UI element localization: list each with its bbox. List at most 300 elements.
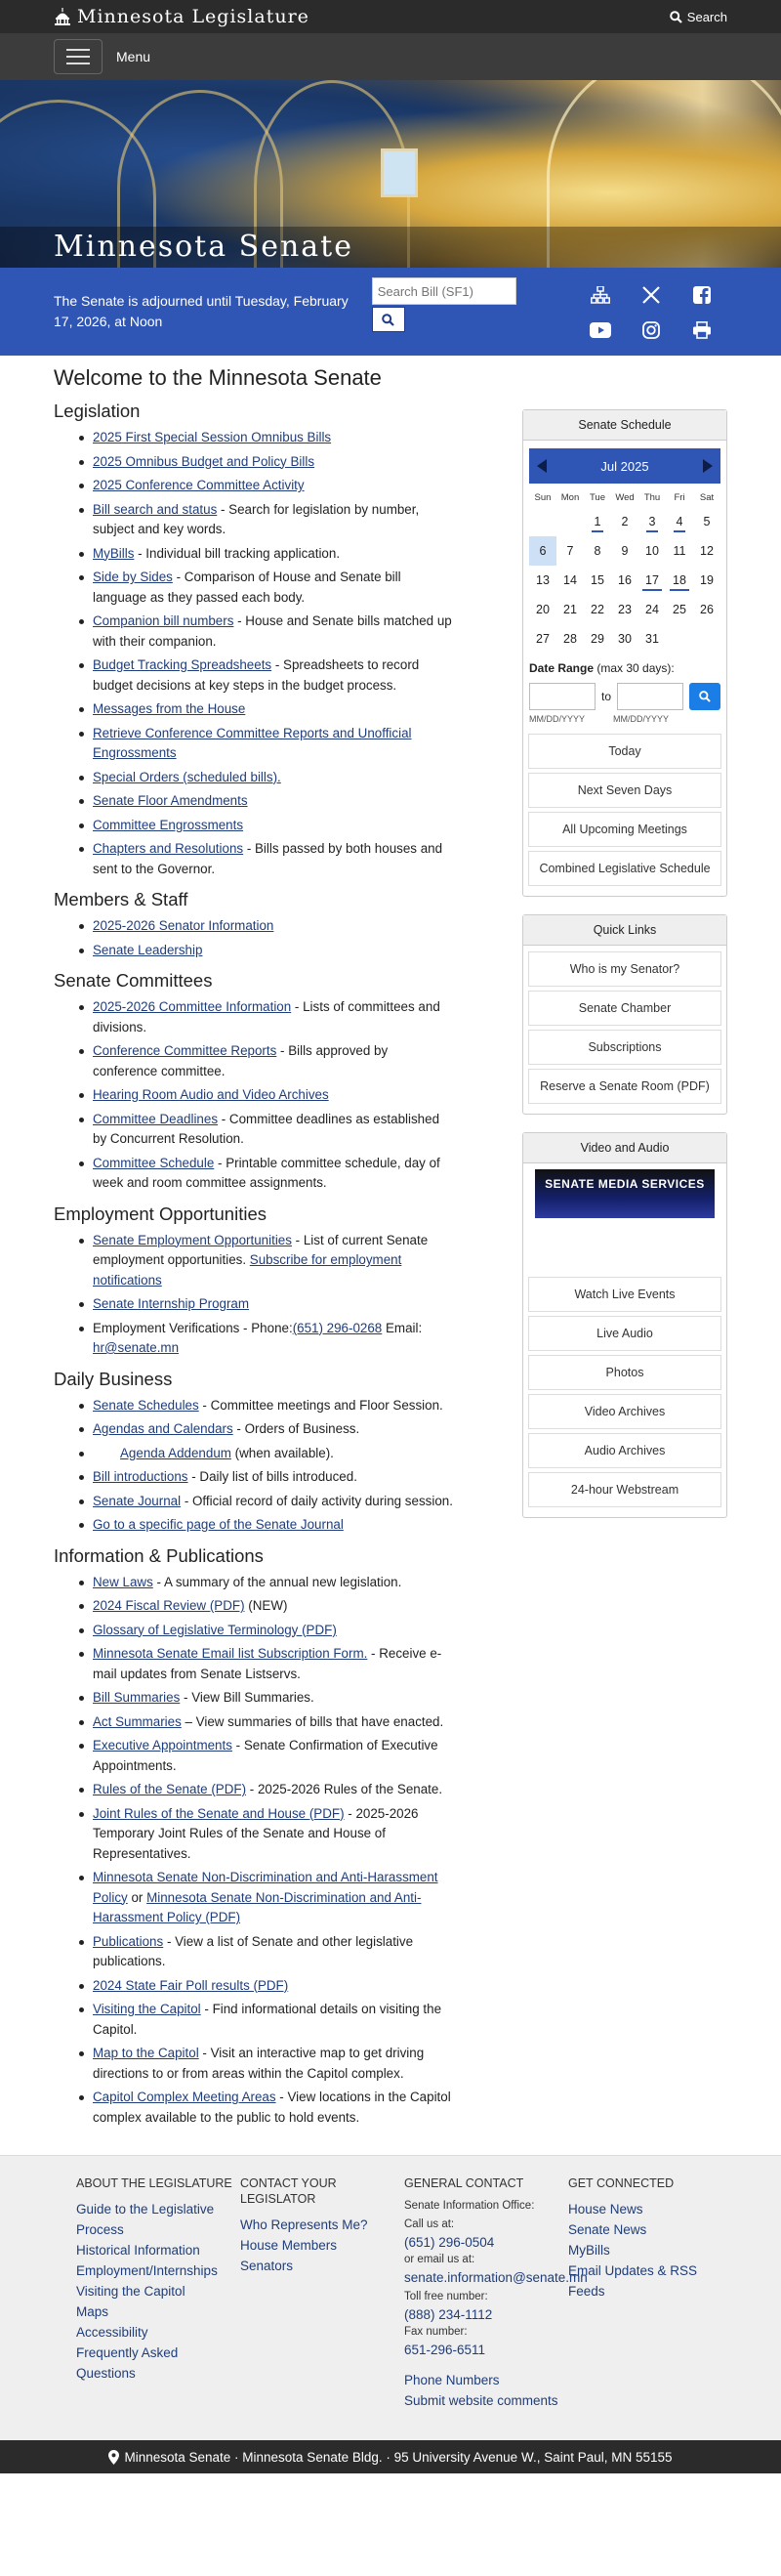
day-number: 3 bbox=[646, 515, 659, 532]
weekday-label: Fri bbox=[674, 491, 685, 503]
footer-link[interactable]: House Members bbox=[240, 2238, 338, 2253]
footer-link[interactable]: Historical Information bbox=[76, 2243, 200, 2258]
list-item bbox=[93, 1573, 454, 1593]
item-link[interactable]: Committee Deadlines bbox=[93, 1111, 219, 1126]
main-content bbox=[54, 356, 454, 2132]
day-number: 13 bbox=[536, 573, 550, 587]
list-item bbox=[93, 1085, 454, 1106]
day-number: 7 bbox=[566, 544, 574, 558]
session-status-bar bbox=[0, 268, 781, 356]
section-heading: Information & Publications bbox=[54, 1544, 264, 1566]
footer-link[interactable]: Senators bbox=[240, 2259, 294, 2273]
calendar-empty bbox=[556, 507, 584, 536]
map-marker-icon bbox=[108, 2450, 119, 2465]
senate-schedule-panel bbox=[522, 409, 727, 897]
schedule-button[interactable]: All Upcoming Meetings bbox=[528, 812, 721, 847]
item-description: - House and Senate bills matched up with their companion. bbox=[93, 613, 452, 649]
list-item bbox=[93, 1444, 454, 1464]
quick-links-panel bbox=[522, 914, 727, 1115]
section-list bbox=[54, 1231, 454, 1359]
day-number: 11 bbox=[673, 544, 686, 558]
instagram-icon[interactable] bbox=[626, 313, 677, 348]
calendar-day[interactable] bbox=[611, 624, 638, 654]
page-title: Welcome to the Minnesota Senate bbox=[54, 365, 382, 390]
day-number: 21 bbox=[563, 603, 577, 616]
item-description: or bbox=[127, 1889, 147, 1905]
footer-heading: GET CONNECTED bbox=[568, 2176, 675, 2190]
calendar-day[interactable] bbox=[556, 566, 584, 595]
list-item bbox=[93, 1294, 454, 1315]
list-item bbox=[93, 1041, 454, 1081]
calendar-day[interactable] bbox=[611, 507, 638, 536]
list-item bbox=[93, 916, 454, 937]
footer-link[interactable]: House News bbox=[568, 2202, 643, 2217]
footer-link[interactable]: Phone Numbers bbox=[404, 2373, 500, 2387]
media-button[interactable]: Live Audio bbox=[528, 1316, 721, 1351]
media-button[interactable]: Watch Live Events bbox=[528, 1277, 721, 1312]
schedule-button[interactable]: Today bbox=[528, 734, 721, 769]
calendar-week bbox=[529, 595, 720, 624]
item-link[interactable]: Bill introductions bbox=[93, 1469, 188, 1484]
footer-connect bbox=[568, 2175, 715, 2411]
day-number: 17 bbox=[642, 573, 662, 591]
item-link[interactable]: Senate Internship Program bbox=[93, 1296, 250, 1311]
calendar-week bbox=[529, 624, 720, 654]
x-icon[interactable] bbox=[626, 277, 677, 313]
hero-title: Minnesota Senate bbox=[54, 230, 353, 264]
item-link[interactable]: Committee Schedule bbox=[93, 1155, 215, 1170]
day-number: 5 bbox=[703, 515, 711, 528]
item-description: - A summary of the annual new legislation. bbox=[152, 1574, 402, 1589]
section-heading: Senate Committees bbox=[54, 970, 213, 991]
menu-bar bbox=[0, 33, 781, 80]
day-number: 16 bbox=[618, 573, 632, 587]
list-item bbox=[93, 1110, 454, 1150]
item-link[interactable]: 2025 Omnibus Budget and Policy Bills bbox=[93, 453, 315, 469]
list-item bbox=[93, 428, 454, 448]
list-item bbox=[93, 1780, 454, 1800]
calendar-day[interactable] bbox=[638, 595, 666, 624]
schedule-button[interactable]: Next Seven Days bbox=[528, 773, 721, 808]
list-item bbox=[93, 568, 454, 608]
footer-about bbox=[76, 2175, 240, 2411]
item-link[interactable]: Retrieve Conference Committee Reports and Unofficial Engrossments bbox=[93, 725, 412, 760]
footer-link[interactable]: Submit website comments bbox=[404, 2393, 558, 2408]
item-link[interactable]: 2025-2026 Senator Information bbox=[93, 918, 274, 933]
item-link[interactable]: 2024 State Fair Poll results (PDF) bbox=[93, 1977, 289, 1993]
weekday-label: Tue bbox=[589, 491, 606, 503]
day-number: 22 bbox=[591, 603, 604, 616]
next-month-icon[interactable] bbox=[703, 459, 713, 473]
item-description: - View Bill Summaries. bbox=[180, 1690, 314, 1705]
item-description: (when available). bbox=[230, 1445, 334, 1460]
calendar-grid bbox=[529, 487, 720, 654]
item-link[interactable]: Senate Floor Amendments bbox=[93, 793, 248, 808]
item-description: - Orders of Business. bbox=[232, 1421, 360, 1436]
item-description: - Committee deadlines as established by Concurrent Resolution. bbox=[93, 1111, 440, 1146]
footer-link[interactable]: Who Represents Me? bbox=[240, 2217, 368, 2232]
weekday-label: Mon bbox=[560, 491, 580, 503]
item-link[interactable]: 2024 Fiscal Review (PDF) bbox=[93, 1598, 245, 1613]
section-list bbox=[54, 916, 454, 960]
bill-search-button[interactable] bbox=[372, 307, 405, 332]
calendar-day[interactable] bbox=[611, 566, 638, 595]
footer-link[interactable]: Email Updates & RSS Feeds bbox=[568, 2263, 698, 2299]
list-item bbox=[93, 1976, 454, 1997]
sidebar bbox=[522, 409, 727, 2132]
office-phone-link[interactable]: (651) 296-0504 bbox=[404, 2235, 495, 2250]
item-description: (NEW) bbox=[244, 1598, 288, 1613]
calendar-day[interactable] bbox=[529, 624, 556, 654]
item-link[interactable]: Map to the Capitol bbox=[93, 2046, 199, 2060]
day-number: 4 bbox=[674, 515, 686, 532]
list-item bbox=[93, 1804, 454, 1865]
footer-link[interactable]: Frequently Asked Questions bbox=[76, 2345, 179, 2381]
item-description: - Visit an interactive map to get driving directions to or from areas within the Capitol complex. bbox=[93, 2046, 425, 2081]
date-search-button[interactable] bbox=[689, 683, 720, 710]
item-link[interactable]: Glossary of Legislative Terminology (PDF) bbox=[93, 1622, 337, 1637]
item-link[interactable]: Visiting the Capitol bbox=[93, 2002, 201, 2016]
item-link[interactable]: Special Orders (scheduled bills). bbox=[93, 769, 281, 784]
quick-link-button[interactable]: Senate Chamber bbox=[528, 991, 721, 1026]
list-item bbox=[93, 1492, 454, 1512]
item-description: - Spreadsheets to record budget decisions at key steps in the budget process. bbox=[93, 657, 420, 693]
footer-link[interactable]: Employment/Internships bbox=[76, 2263, 218, 2278]
item-prefix: Employment Verifications - Phone: bbox=[93, 1320, 293, 1335]
bill-search bbox=[372, 277, 509, 346]
call-label: Call us at: bbox=[404, 2218, 455, 2230]
calendar-day[interactable] bbox=[584, 507, 611, 536]
list-item bbox=[93, 997, 454, 1037]
item-link[interactable]: Side by Sides bbox=[93, 570, 173, 584]
fax-number-link[interactable]: 651-296-6511 bbox=[404, 2343, 486, 2357]
calendar-week bbox=[529, 566, 720, 595]
tollfree-phone-link[interactable]: (888) 234-1112 bbox=[404, 2307, 493, 2322]
item-description: - Senate Confirmation of Executive Appointments. bbox=[93, 1738, 438, 1773]
list-item bbox=[93, 1736, 454, 1776]
item-link[interactable]: Chapters and Resolutions bbox=[93, 841, 244, 856]
item-link[interactable]: Act Summaries bbox=[93, 1713, 182, 1729]
list-item bbox=[93, 724, 454, 764]
list-item bbox=[93, 1231, 454, 1291]
calendar-day[interactable] bbox=[693, 507, 720, 536]
quick-link-button[interactable]: Reserve a Senate Room (PDF) bbox=[528, 1069, 721, 1104]
search-icon bbox=[382, 314, 394, 326]
list-item bbox=[93, 699, 454, 720]
item-description: – View summaries of bills that have enacted. bbox=[181, 1713, 444, 1729]
list-item bbox=[93, 1868, 454, 1928]
hero-banner bbox=[0, 80, 781, 268]
calendar-day[interactable] bbox=[666, 566, 693, 595]
item-description: - Printable committee schedule, day of week and room committee assignments. bbox=[93, 1155, 440, 1190]
section-list bbox=[54, 428, 454, 879]
item-link[interactable]: 2025 First Special Session Omnibus Bills bbox=[93, 430, 332, 444]
item-link[interactable]: New Laws bbox=[93, 1574, 153, 1589]
item-link[interactable]: Companion bill numbers bbox=[93, 613, 234, 628]
day-number: 24 bbox=[645, 603, 659, 616]
fax-label: Fax number: bbox=[404, 2326, 468, 2338]
item-link[interactable]: 2025-2026 Committee Information bbox=[93, 999, 292, 1014]
calendar-empty bbox=[529, 507, 556, 536]
item-link[interactable]: Agenda Addendum bbox=[120, 1445, 231, 1460]
office-email-link[interactable]: senate.information@senate.mn bbox=[404, 2270, 588, 2285]
item-description: - View locations in the Capitol complex available to the public to hold events. bbox=[93, 2090, 451, 2125]
calendar-day[interactable] bbox=[529, 595, 556, 624]
list-item bbox=[93, 1467, 454, 1488]
item-link[interactable]: Go to a specific page of the Senate Journal bbox=[93, 1517, 344, 1532]
day-number: 9 bbox=[621, 544, 629, 558]
list-item bbox=[93, 500, 454, 540]
footer-heading: GENERAL CONTACT bbox=[404, 2176, 524, 2190]
calendar-day[interactable] bbox=[638, 566, 666, 595]
address-bar bbox=[0, 2440, 781, 2473]
panel-title: Quick Links bbox=[523, 915, 726, 946]
day-number: 25 bbox=[673, 603, 686, 616]
footer-general-contact bbox=[404, 2175, 588, 2411]
day-number: 28 bbox=[563, 632, 577, 646]
footer-link[interactable]: MyBills bbox=[568, 2243, 610, 2258]
day-number: 10 bbox=[645, 544, 659, 558]
item-description: - Comparison of House and Senate bill language as they passed each body. bbox=[93, 570, 401, 605]
list-item bbox=[93, 2088, 454, 2128]
item-link[interactable]: Conference Committee Reports bbox=[93, 1043, 277, 1058]
capitol-dome-icon bbox=[54, 8, 71, 25]
calendar-day[interactable] bbox=[611, 595, 638, 624]
section-heading: Employment Opportunities bbox=[54, 1203, 267, 1224]
item-link[interactable]: Bill search and status bbox=[93, 501, 218, 517]
calendar-day[interactable] bbox=[584, 595, 611, 624]
item-link[interactable]: Minnesota Senate Email list Subscription Form. bbox=[93, 1646, 368, 1661]
calendar-day[interactable] bbox=[638, 536, 666, 566]
list-item bbox=[93, 2044, 454, 2084]
item-description: Email: bbox=[382, 1320, 423, 1335]
youtube-icon[interactable] bbox=[575, 313, 626, 348]
calendar-day[interactable] bbox=[556, 595, 584, 624]
item-link[interactable]: Subscribe for employment notifications bbox=[93, 1252, 402, 1288]
calendar-day[interactable] bbox=[666, 595, 693, 624]
prev-month-icon[interactable] bbox=[537, 459, 547, 473]
list-item bbox=[93, 1644, 454, 1684]
content-sections bbox=[54, 401, 454, 2128]
item-description: - Receive e-mail updates from Senate Listservs. bbox=[93, 1646, 442, 1681]
item-link[interactable]: MyBills bbox=[93, 545, 135, 561]
list-item bbox=[93, 839, 454, 879]
item-link[interactable]: Agendas and Calendars bbox=[93, 1421, 233, 1436]
schedule-button[interactable]: Combined Legislative Schedule bbox=[528, 851, 721, 886]
end-date-input[interactable] bbox=[617, 683, 683, 710]
calendar-header bbox=[529, 448, 720, 484]
weekday-label: Sun bbox=[534, 491, 552, 503]
list-item bbox=[93, 1932, 454, 1972]
footer-link[interactable]: Visiting the Capitol bbox=[76, 2284, 185, 2299]
item-link[interactable]: Messages from the House bbox=[93, 701, 246, 716]
day-number: 14 bbox=[563, 573, 577, 587]
top-bar bbox=[0, 0, 781, 33]
day-number: 6 bbox=[539, 544, 547, 558]
section-list bbox=[54, 997, 454, 1194]
item-description: - 2025-2026 Temporary Joint Rules of the Senate and House of Representatives. bbox=[93, 1805, 419, 1861]
footer-contact bbox=[240, 2175, 404, 2411]
quick-link-button[interactable]: Subscriptions bbox=[528, 1030, 721, 1065]
hamburger-menu-button[interactable] bbox=[54, 39, 103, 74]
list-item bbox=[93, 1596, 454, 1617]
item-link[interactable]: Executive Appointments bbox=[93, 1738, 232, 1753]
list-item bbox=[93, 1621, 454, 1641]
search-label: Search bbox=[686, 9, 727, 24]
list-item bbox=[93, 791, 454, 812]
day-number: 23 bbox=[618, 603, 632, 616]
footer-link[interactable]: Senate News bbox=[568, 2222, 647, 2237]
list-item bbox=[93, 768, 454, 788]
facebook-icon[interactable] bbox=[677, 277, 727, 313]
site-footer bbox=[0, 2155, 781, 2440]
panel-title: Senate Schedule bbox=[523, 410, 726, 441]
date-range-note: (max 30 days): bbox=[594, 661, 675, 675]
calendar-day[interactable] bbox=[529, 536, 556, 566]
day-number: 18 bbox=[670, 573, 689, 591]
item-link[interactable]: hr@senate.mn bbox=[93, 1340, 180, 1355]
item-description: - 2025-2026 Rules of the Senate. bbox=[246, 1782, 443, 1796]
section-list bbox=[54, 1396, 454, 1536]
start-date-input[interactable] bbox=[529, 683, 596, 710]
site-brand[interactable] bbox=[54, 6, 309, 27]
day-number: 30 bbox=[618, 632, 632, 646]
calendar-day[interactable] bbox=[666, 507, 693, 536]
day-number: 31 bbox=[645, 632, 659, 646]
calendar-empty bbox=[666, 624, 693, 654]
calendar-day[interactable] bbox=[584, 624, 611, 654]
media-button[interactable]: Photos bbox=[528, 1355, 721, 1390]
weekday-label: Wed bbox=[615, 491, 635, 503]
list-item bbox=[93, 544, 454, 565]
section-heading: Legislation bbox=[54, 401, 141, 421]
item-link[interactable]: Budget Tracking Spreadsheets bbox=[93, 657, 272, 672]
day-number: 12 bbox=[700, 544, 714, 558]
calendar-day[interactable] bbox=[584, 536, 611, 566]
weekday-label: Thu bbox=[643, 491, 661, 503]
start-date-format: MM/DD/YYYY bbox=[529, 714, 586, 724]
adjourned-notice: The Senate is adjourned until Tuesday, February 17, 2026, at Noon bbox=[54, 293, 349, 329]
search-icon bbox=[670, 11, 682, 23]
dome-window-image bbox=[381, 148, 418, 197]
list-item bbox=[93, 1396, 454, 1416]
item-description: - View a list of Senate and other legislative publications. bbox=[93, 1933, 414, 1968]
item-description: - Bills passed by both houses and sent to the Governor. bbox=[93, 841, 443, 876]
item-description: - List of current Senate employment opportunities. bbox=[93, 1232, 429, 1267]
calendar-month: Jul 2025 bbox=[600, 458, 649, 474]
item-link[interactable]: Hearing Room Audio and Video Archives bbox=[93, 1087, 329, 1102]
item-link[interactable]: Minnesota Senate Non-Discrimination and Anti-Harassment Policy (PDF) bbox=[93, 1889, 422, 1924]
item-link[interactable]: Publications bbox=[93, 1933, 164, 1949]
to-label: to bbox=[601, 690, 612, 703]
footer-link[interactable]: Accessibility bbox=[76, 2325, 148, 2340]
menu-label[interactable]: Menu bbox=[116, 49, 151, 64]
list-item bbox=[93, 1688, 454, 1709]
list-item bbox=[93, 941, 454, 961]
sitemap-icon[interactable] bbox=[575, 277, 626, 313]
calendar-week bbox=[529, 507, 720, 536]
item-link[interactable]: Rules of the Senate (PDF) bbox=[93, 1782, 247, 1796]
calendar-day[interactable] bbox=[693, 595, 720, 624]
day-number: 29 bbox=[591, 632, 604, 646]
footer-link[interactable]: Guide to the Legislative Process bbox=[76, 2202, 215, 2237]
print-icon[interactable] bbox=[677, 313, 727, 348]
footer-heading: CONTACT YOUR LEGISLATOR bbox=[240, 2176, 337, 2206]
bill-search-input[interactable] bbox=[372, 277, 516, 305]
calendar-day[interactable] bbox=[556, 536, 584, 566]
site-search-link[interactable] bbox=[670, 10, 727, 24]
item-link[interactable]: Senate Leadership bbox=[93, 942, 203, 957]
day-number: 26 bbox=[700, 603, 714, 616]
calendar-day[interactable] bbox=[693, 566, 720, 595]
calendar-day[interactable] bbox=[529, 566, 556, 595]
senate-media-services-banner[interactable]: SENATE MEDIA SERVICES bbox=[535, 1169, 715, 1218]
media-button[interactable]: 24-hour Webstream bbox=[528, 1472, 721, 1507]
item-description: - Committee meetings and Floor Session. bbox=[198, 1397, 443, 1413]
calendar-day[interactable] bbox=[556, 624, 584, 654]
list-item bbox=[93, 2000, 454, 2040]
item-description: - Find informational details on visiting the Capitol. bbox=[93, 2002, 442, 2037]
search-icon bbox=[699, 691, 711, 702]
footer-heading: ABOUT THE LEGISLATURE bbox=[76, 2176, 232, 2190]
item-link[interactable]: Bill Summaries bbox=[93, 1690, 181, 1705]
date-range bbox=[529, 661, 720, 724]
calendar-day[interactable] bbox=[584, 566, 611, 595]
calendar-empty bbox=[693, 624, 720, 654]
calendar-day[interactable] bbox=[638, 624, 666, 654]
item-description: - Bills approved by conference committee. bbox=[93, 1043, 389, 1078]
item-link[interactable]: Senate Journal bbox=[93, 1493, 182, 1508]
office-label: Senate Information Office: bbox=[404, 2200, 535, 2212]
calendar-week bbox=[529, 536, 720, 566]
media-button[interactable]: Audio Archives bbox=[528, 1433, 721, 1468]
list-item bbox=[93, 452, 454, 473]
item-link[interactable]: Minnesota Senate Non-Discrimination and Anti-Harassment Policy bbox=[93, 1870, 438, 1905]
day-number: 27 bbox=[536, 632, 550, 646]
item-link[interactable]: Joint Rules of the Senate and House (PDF) bbox=[93, 1805, 345, 1821]
item-description: - Search for legislation by number, subject and key words. bbox=[93, 501, 420, 536]
media-button[interactable]: Video Archives bbox=[528, 1394, 721, 1429]
list-item bbox=[93, 655, 454, 696]
date-range-label: Date Range bbox=[529, 661, 595, 675]
item-description: - Lists of committees and divisions. bbox=[93, 999, 440, 1035]
day-number: 8 bbox=[594, 544, 601, 558]
item-link[interactable]: 2025 Conference Committee Activity bbox=[93, 478, 305, 492]
list-item bbox=[93, 476, 454, 496]
item-link[interactable]: (651) 296-0268 bbox=[292, 1320, 383, 1335]
item-link[interactable]: Committee Engrossments bbox=[93, 817, 244, 832]
list-item bbox=[93, 612, 454, 652]
panel-title: Video and Audio bbox=[523, 1133, 726, 1163]
item-description: - Individual bill tracking application. bbox=[134, 545, 341, 561]
item-description: - Official record of daily activity during session. bbox=[181, 1493, 453, 1508]
calendar-day[interactable] bbox=[693, 536, 720, 566]
calendar-day[interactable] bbox=[638, 507, 666, 536]
item-link[interactable]: Capitol Complex Meeting Areas bbox=[93, 2090, 276, 2104]
site-title: Minnesota Legislature bbox=[77, 6, 309, 27]
section-heading: Members & Staff bbox=[54, 889, 188, 909]
quick-link-button[interactable]: Who is my Senator? bbox=[528, 951, 721, 987]
calendar-day[interactable] bbox=[666, 536, 693, 566]
list-item bbox=[93, 1419, 454, 1440]
item-link[interactable]: Senate Schedules bbox=[93, 1397, 199, 1413]
item-link[interactable]: Senate Employment Opportunities bbox=[93, 1232, 292, 1247]
footer-link[interactable]: Maps bbox=[76, 2304, 109, 2319]
calendar-day[interactable] bbox=[611, 536, 638, 566]
item-description: - Daily list of bills introduced. bbox=[187, 1469, 357, 1484]
day-number: 15 bbox=[591, 573, 604, 587]
list-item bbox=[93, 816, 454, 836]
